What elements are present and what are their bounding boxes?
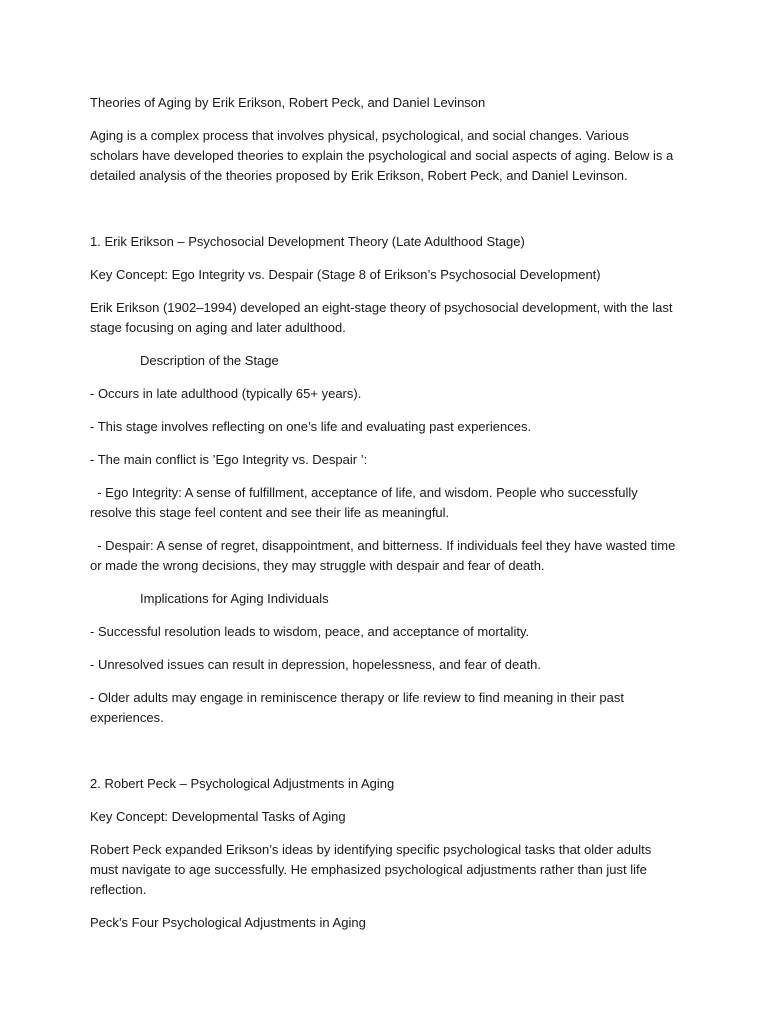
implication-point: - Older adults may engage in reminiscence therapy or life review to find meaning in their past experiences. [90,690,624,725]
section2-heading: 2. Robert Peck – Psychological Adjustments in Aging [90,776,395,791]
stage-description-heading: Description of the Stage [140,353,279,368]
section2-summary: Robert Peck expanded Erikson’s ideas by identifying specific psychological tasks that older adults must navigate to age successfully. He emphasized psychological adjustments rather than just life reflection. [90,842,652,897]
implication-point: - Successful resolution leads to wisdom, peace, and acceptance of mortality. [90,624,530,639]
section1-heading: 1. Erik Erikson – Psychosocial Development Theory (Late Adulthood Stage) [90,234,525,249]
document-title: Theories of Aging by Erik Erikson, Robert Peck, and Daniel Levinson [90,95,486,110]
stage-point: - This stage involves reflecting on one’s life and evaluating past experiences. [90,419,532,434]
stage-subpoint: - Ego Integrity: A sense of fulfillment, acceptance of life, and wisdom. People who successfully resolve this stage feel content and see their life as meaningful. [90,485,642,520]
stage-point: - The main conflict is ’Ego Integrity vs. Despair ’: [90,452,368,467]
section1-summary: Erik Erikson (1902–1994) developed an eight-stage theory of psychosocial development, with the last stage focusing on aging and later adulthood. [90,300,673,335]
intro-paragraph: Aging is a complex process that involves physical, psychological, and social changes. Various scholars have developed theories to explain the psychological and social aspects of aging. Below is a detailed analysis of the theories proposed by Erik Erikson, Robert Peck, and Daniel Levinson. [90,128,674,183]
section-gap [90,741,680,774]
section2-key-concept: Key Concept: Developmental Tasks of Aging [90,809,346,824]
adjustments-heading: Peck’s Four Psychological Adjustments in Aging [90,915,366,930]
implication-point: - Unresolved issues can result in depression, hopelessness, and fear of death. [90,657,541,672]
implications-heading: Implications for Aging Individuals [140,591,329,606]
section1-key-concept: Key Concept: Ego Integrity vs. Despair (Stage 8 of Erikson’s Psychosocial Development) [90,267,601,282]
stage-subpoint: - Despair: A sense of regret, disappointment, and bitterness. If individuals feel they have wasted time or made the wrong decisions, they may struggle with despair and fear of death. [90,538,679,573]
stage-point: - Occurs in late adulthood (typically 65+ years). [90,386,362,401]
document-body [90,93,680,946]
section-gap [90,199,680,232]
